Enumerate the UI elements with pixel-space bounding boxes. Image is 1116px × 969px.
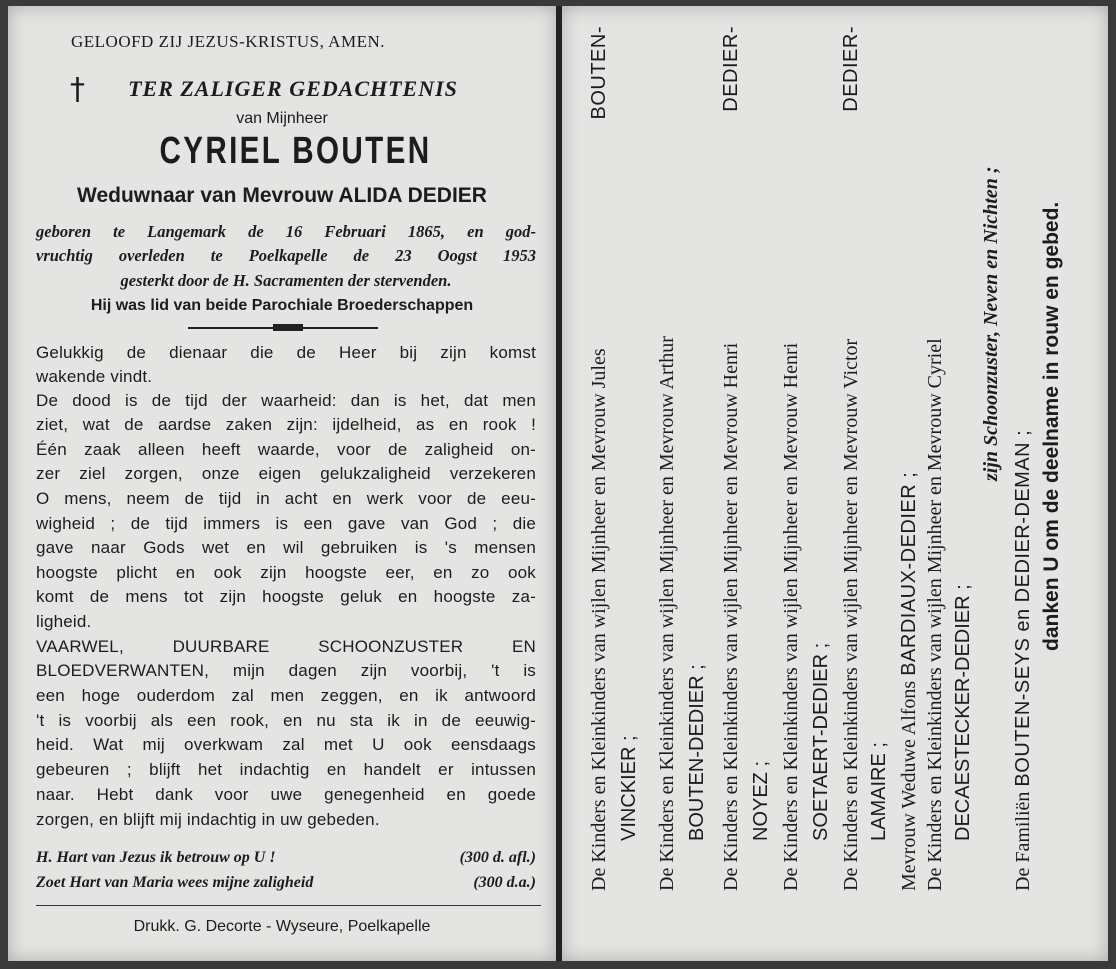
closing-line: danken U om de deelname in rouw en gebed.	[1040, 201, 1063, 651]
body-line: 't is voorbij als een rook, en nu sta ik in de eeuwig-	[36, 711, 536, 730]
mourner-line: Mevrouw Weduwe Alfons BARDIAUX-DEDIER ;	[898, 471, 920, 891]
body-line: zer ziel zorgen, onze eigen gelukzaligheid verzekeren	[36, 464, 536, 483]
footer-rule	[36, 905, 541, 906]
mourner-line: NOYEZ ;	[750, 760, 772, 841]
body-line: Gelukkig de dienaar die de Heer bij zijn komst	[36, 343, 536, 362]
body-line: wigheid ; de tijd immers is een gave van God ; die	[36, 514, 536, 533]
mourner-line: SOETAERT-DEDIER ;	[810, 642, 832, 841]
body-line: O mens, neem de tijd in acht en werk voor de eeu-	[36, 489, 536, 508]
divider-ornament	[273, 324, 303, 331]
indulgence-label: (300 d. afl.)	[459, 849, 536, 866]
memoriam-title: TER ZALIGER GEDACHTENIS	[128, 76, 458, 101]
mourner-line: De Kinders en Kleinkinders van wijlen Mijnheer en Mevrouw Jules BOUTEN-	[588, 26, 610, 891]
prayer-line	[36, 849, 536, 867]
bio-line: vruchtig overleden te Poelkapelle de 23 Oogst 1953	[36, 246, 536, 265]
mourner-line: DECAESTECKER-DEDIER ;	[952, 584, 974, 841]
body-line: naar. Hebt dank voor uwe genegenheid en goede	[36, 785, 536, 804]
indulgence-label: (300 d.a.)	[473, 874, 536, 891]
mourner-line: VINCKIER ;	[618, 735, 640, 841]
deceased-name: CYRIEL BOUTEN	[159, 130, 432, 172]
mourners-list	[562, 6, 1108, 961]
mourner-line: De Familiën BOUTEN-SEYS en DEDIER-DEMAN ;	[1012, 429, 1034, 891]
mourner-line: De Kinders en Kleinkinders van wijlen Mijnheer en Mevrouw Victor DEDIER-	[840, 26, 862, 891]
prayer-text: H. Hart van Jezus ik betrouw op U !	[36, 849, 276, 866]
body-line: gebeuren ; blijft het indachtig en handelt er intussen	[36, 760, 536, 779]
mourner-line: BOUTEN-DEDIER ;	[686, 664, 708, 841]
body-line: Één zaak alleen heeft waarde, voor de zaligheid on-	[36, 440, 536, 459]
widower-line: Weduwnaar van Mevrouw ALIDA DEDIER	[77, 184, 487, 207]
body-line: De dood is de tijd der waarheid: dan is het, dat men	[36, 391, 536, 410]
mourner-line: LAMAIRE ;	[868, 742, 890, 841]
brotherhood-line: Hij was lid van beide Parochiale Broederschappen	[90, 297, 474, 314]
prayer-text: Zoet Hart van Maria wees mijne zaligheid	[36, 874, 314, 891]
body-line: wakende vindt.	[36, 367, 153, 386]
mourner-line: De Kinders en Kleinkinders van wijlen Mijnheer en Mevrouw Cyriel	[924, 338, 946, 891]
bio-line: gesterkt door de H. Sacramenten der stervenden.	[120, 271, 452, 290]
mourner-line: De Kinders en Kleinkinders van wijlen Mijnheer en Mevrouw Henri	[780, 342, 802, 891]
body-line: BLOEDVERWANTEN, mijn dagen zijn voorbij, 't is	[36, 661, 536, 680]
memorial-card-back	[562, 6, 1108, 961]
mourner-line: zijn Schoonzuster, Neven en Nichten ;	[980, 166, 1002, 481]
body-line: een hoge ouderdom zal men zeggen, en ik antwoord	[36, 686, 536, 705]
body-line: komt de mens tot zijn hoogste geluk en hoogste za-	[36, 587, 536, 606]
prayer-line	[36, 874, 536, 892]
body-line: VAARWEL, DUURBARE SCHOONZUSTER EN	[36, 637, 536, 656]
mourner-line: De Kinders en Kleinkinders van wijlen Mijnheer en Mevrouw Arthur	[656, 336, 678, 891]
van-label: van Mijnheer	[236, 110, 328, 127]
body-line: ziet, wat de aardse zaken zijn: ijdelheid, as en rook !	[36, 415, 536, 434]
bio-line: geboren te Langemark de 16 Februari 1865, en god-	[36, 222, 536, 241]
body-line: hoogste plicht en ook zijn hoogste eer, en zo ook	[36, 563, 536, 582]
cross-icon: †	[70, 72, 85, 107]
body-line: gave naar Gods wet en wil gebruiken is 's mensen	[36, 538, 536, 557]
mourner-line: De Kinders en Kleinkinders van wijlen Mijnheer en Mevrouw Henri DEDIER-	[720, 26, 742, 891]
body-line: heid. Wat mij overkwam zal met U ook eensdaags	[36, 735, 536, 754]
body-line: zorgen, en blijft mij indachtig in uw gebeden.	[36, 810, 380, 829]
memorial-card-front	[8, 6, 556, 961]
body-line: ligheid.	[36, 612, 92, 631]
religious-header: GELOOFD ZIJ JEZUS-KRISTUS, AMEN.	[71, 32, 385, 51]
printer-credit: Drukk. G. Decorte - Wyseure, Poelkapelle	[133, 918, 431, 935]
